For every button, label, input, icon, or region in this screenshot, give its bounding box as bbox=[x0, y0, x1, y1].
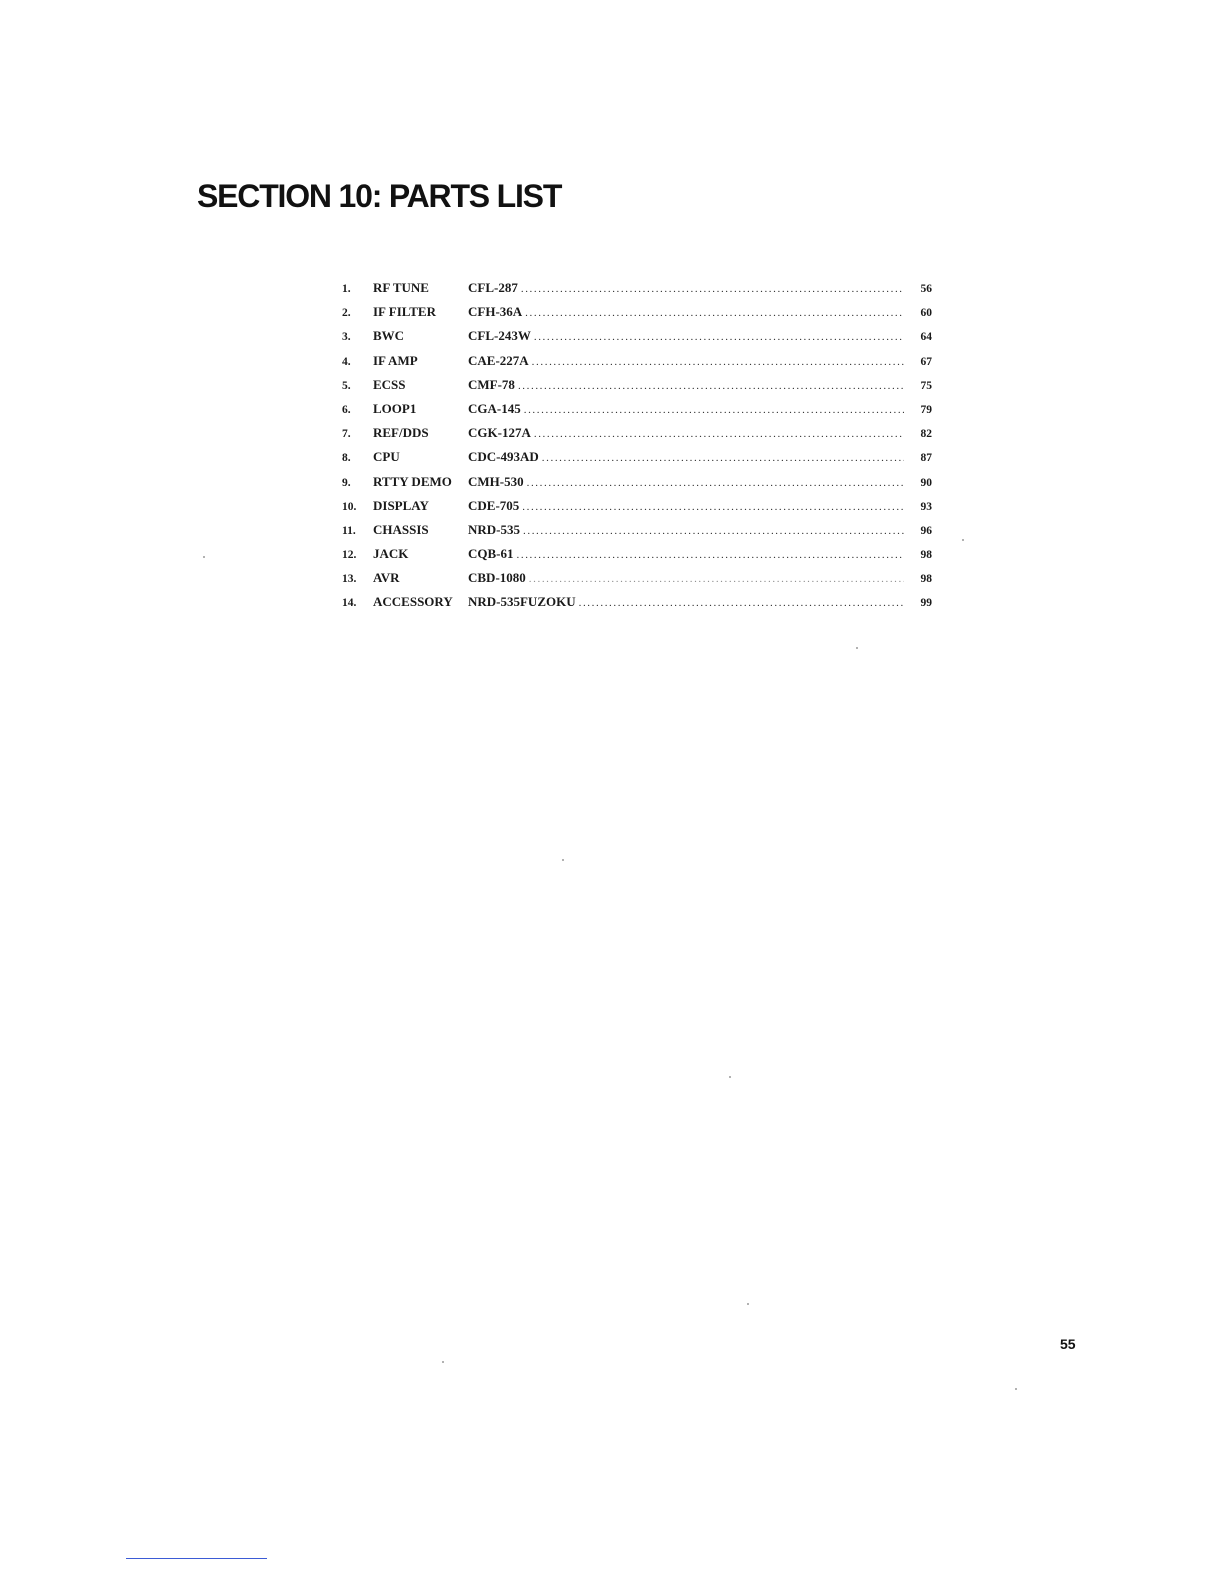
entry-name: ECSS bbox=[373, 376, 406, 392]
dot-leader bbox=[524, 398, 904, 422]
toc-row bbox=[342, 518, 932, 542]
entry-page: 87 bbox=[920, 452, 932, 465]
toc-row bbox=[342, 566, 932, 590]
toc-row bbox=[342, 494, 932, 518]
entry-number: 7. bbox=[342, 428, 351, 441]
dot-leader bbox=[525, 301, 904, 325]
entry-page: 98 bbox=[920, 549, 932, 562]
entry-name: CHASSIS bbox=[373, 521, 429, 537]
entry-name: ACCESSORY bbox=[373, 594, 453, 610]
entry-number: 9. bbox=[342, 476, 351, 489]
entry-model: CDC-493AD bbox=[468, 449, 539, 465]
entry-number: 8. bbox=[342, 452, 351, 465]
entry-name: LOOP1 bbox=[373, 400, 417, 416]
entry-number: 14. bbox=[342, 597, 357, 610]
entry-page: 79 bbox=[920, 403, 932, 416]
scan-speck bbox=[1015, 1388, 1017, 1390]
entry-name: IF FILTER bbox=[373, 304, 436, 320]
scan-speck bbox=[747, 1303, 749, 1305]
dot-leader bbox=[518, 374, 904, 398]
scan-speck bbox=[962, 539, 964, 541]
dot-leader bbox=[523, 519, 904, 543]
scan-speck bbox=[562, 859, 564, 861]
toc-row bbox=[342, 470, 932, 494]
dot-leader bbox=[534, 422, 904, 446]
toc-row bbox=[342, 421, 932, 445]
entry-number: 13. bbox=[342, 573, 357, 586]
dot-leader bbox=[529, 567, 904, 591]
entry-model: CFL-243W bbox=[468, 328, 531, 344]
entry-model: CQB-61 bbox=[468, 546, 514, 562]
entry-model: CBD-1080 bbox=[468, 570, 526, 586]
entry-number: 4. bbox=[342, 355, 351, 368]
dot-leader bbox=[517, 543, 905, 567]
entry-page: 96 bbox=[920, 524, 932, 537]
dot-leader bbox=[534, 325, 904, 349]
entry-number: 2. bbox=[342, 307, 351, 320]
parts-list-table-of-contents bbox=[342, 276, 932, 615]
entry-page: 98 bbox=[920, 573, 932, 586]
entry-model: CDE-705 bbox=[468, 497, 520, 513]
page-title: SECTION 10: PARTS LIST bbox=[197, 178, 562, 214]
entry-name: IF AMP bbox=[373, 352, 418, 368]
toc-row bbox=[342, 445, 932, 469]
dot-leader bbox=[542, 446, 904, 470]
entry-name: RF TUNE bbox=[373, 280, 429, 295]
entry-number: 10. bbox=[342, 500, 357, 513]
toc-row bbox=[342, 349, 932, 373]
scan-speck bbox=[856, 647, 858, 649]
entry-name: BWC bbox=[373, 328, 405, 344]
entry-model: NRD-535FUZOKU bbox=[468, 594, 576, 610]
toc-row bbox=[342, 300, 932, 324]
entry-page: 99 bbox=[920, 597, 932, 610]
entry-number: 5. bbox=[342, 379, 351, 392]
toc-row bbox=[342, 590, 932, 614]
entry-model: CFH-36A bbox=[468, 304, 523, 320]
entry-page: 67 bbox=[920, 355, 932, 368]
entry-number: 12. bbox=[342, 549, 357, 562]
scan-speck bbox=[729, 1076, 731, 1078]
scan-speck bbox=[203, 556, 205, 558]
toc-row bbox=[342, 542, 932, 566]
entry-model: CFL-287 bbox=[468, 280, 518, 295]
entry-name: DISPLAY bbox=[373, 497, 429, 513]
entry-name: JACK bbox=[373, 546, 409, 562]
toc-row bbox=[342, 373, 932, 397]
entry-model: NRD-535 bbox=[468, 521, 520, 537]
toc-row bbox=[342, 397, 932, 421]
entry-page: 90 bbox=[920, 476, 932, 489]
toc-row bbox=[342, 276, 932, 300]
scan-speck bbox=[442, 1361, 444, 1363]
entry-model: CGK-127A bbox=[468, 425, 531, 441]
entry-model: CAE-227A bbox=[468, 352, 529, 368]
entry-number: 3. bbox=[342, 331, 351, 344]
entry-name: RTTY DEMO bbox=[373, 473, 452, 489]
entry-number: 1. bbox=[342, 283, 351, 295]
dot-leader bbox=[521, 277, 904, 301]
dot-leader bbox=[532, 350, 904, 374]
footer-rule bbox=[126, 1558, 267, 1559]
dot-leader bbox=[579, 591, 904, 615]
entry-name: CPU bbox=[373, 449, 400, 465]
entry-name: REF/DDS bbox=[373, 425, 429, 441]
entry-page: 82 bbox=[920, 428, 932, 441]
entry-page: 56 bbox=[920, 283, 932, 295]
dot-leader bbox=[522, 495, 904, 519]
entry-name: AVR bbox=[373, 570, 400, 586]
entry-model: CMH-530 bbox=[468, 473, 524, 489]
entry-page: 64 bbox=[920, 331, 932, 344]
entry-model: CMF-78 bbox=[468, 376, 515, 392]
entry-number: 11. bbox=[342, 524, 356, 537]
page-number: 55 bbox=[1060, 1336, 1076, 1352]
entry-page: 93 bbox=[920, 500, 932, 513]
dot-leader bbox=[527, 471, 904, 495]
entry-page: 75 bbox=[920, 379, 932, 392]
toc-row bbox=[342, 324, 932, 348]
entry-number: 6. bbox=[342, 403, 351, 416]
entry-page: 60 bbox=[920, 307, 932, 320]
entry-model: CGA-145 bbox=[468, 400, 521, 416]
